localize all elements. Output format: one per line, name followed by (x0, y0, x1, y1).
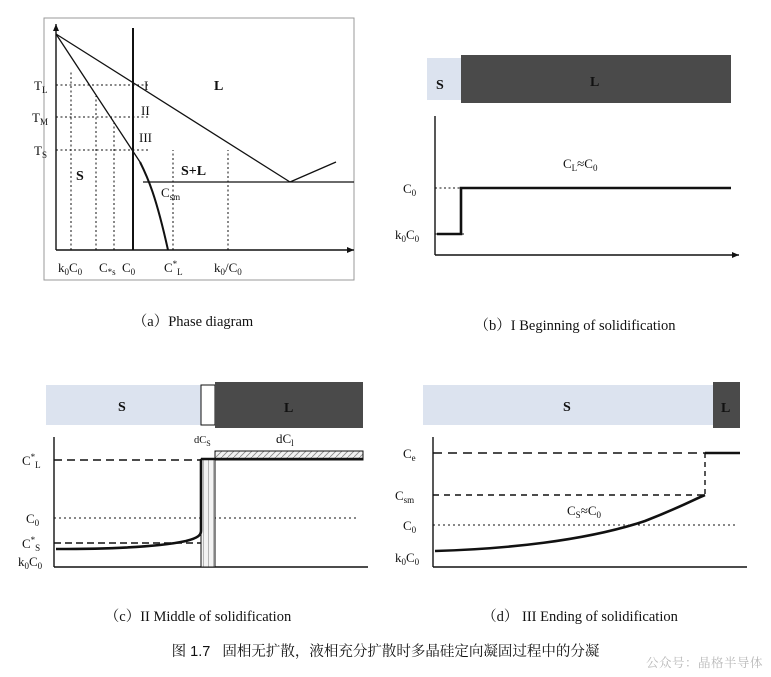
panel-b-curve-label: $C_L\approx C_0$ (563, 156, 598, 173)
figure-number: 图 1.7 (171, 644, 211, 660)
panel-b-concentration-curve (437, 188, 731, 234)
panel-a-frame (44, 18, 354, 280)
panel-c-bar-label-S: S (118, 400, 126, 415)
panel-b-solid-bar (427, 58, 461, 100)
panel-d-ytick-c0: $C_0$ (403, 518, 417, 535)
panel-b-bar-label-S: S (436, 78, 444, 93)
panel-c-caption: （c）II Middle of solidification (104, 609, 292, 625)
xtick-k0c0-ratio: $k_0/C_0$ (214, 260, 242, 277)
panel-c-ytick-k0c0: $k_0C_0$ (18, 554, 43, 571)
region-label-S: S (76, 169, 84, 184)
panel-c-dCs-region (201, 459, 215, 567)
xtick-cs: $C_*s$ (99, 260, 116, 277)
panel-d-ytick-csm: $C_{sm}$ (395, 488, 415, 505)
right-liquidus (290, 162, 336, 182)
panel-d-bar-label-L: L (721, 401, 731, 416)
xtick-k0c0: $k_0C_0$ (58, 260, 83, 277)
panel-c-bar-label-L: L (284, 401, 294, 416)
panel-a-x-arrow (347, 247, 354, 253)
solvus-curve (140, 162, 168, 250)
panel-a-y-arrow (53, 24, 59, 31)
panel-b-svg (395, 10, 755, 300)
solidus-line (56, 34, 140, 162)
label-TL: $T_L$ (34, 78, 48, 95)
panel-d-caption: （d） III Ending of solidification (482, 609, 678, 625)
panel-a-caption: （a）Phase diagram (132, 314, 254, 330)
panel-c-svg (18, 355, 378, 605)
xtick-c0: $C_0$ (122, 260, 136, 277)
panel-c-dCs-label: $dC_S$ (194, 435, 211, 448)
panel-b-ytick-c0: $C_0$ (403, 181, 417, 198)
panel-c-ytick-c0: $C_0$ (26, 511, 40, 528)
label-Csm: $C_{sm}$ (161, 185, 181, 202)
panel-d-ytick-ce: $C_e$ (403, 446, 416, 463)
panel-c-middle (18, 355, 378, 605)
region-label-SL: S+L (181, 164, 207, 179)
panel-c-interface-bar (201, 385, 215, 425)
panel-b-beginning (395, 10, 755, 300)
region-label-III: III (139, 130, 152, 145)
panel-b-x-arrow (732, 252, 739, 258)
panel-a-svg (18, 10, 368, 300)
panel-c-ytick-cs: $C^*_S$ (22, 535, 41, 553)
panel-d-svg (395, 355, 755, 605)
region-label-L: L (214, 79, 224, 94)
panel-d-bar-label-S: S (563, 400, 571, 415)
panel-b-ytick-k0c0: $k_0C_0$ (395, 227, 420, 244)
panel-b-caption: （b）I Beginning of solidification (474, 318, 676, 334)
panel-d-curve-label: $C_S\approx C_0$ (567, 503, 601, 520)
panel-d-ytick-k0c0: $k_0C_0$ (395, 550, 420, 567)
panel-c-solid-curve (56, 531, 201, 549)
xtick-cl: $C^*_L$ (164, 259, 183, 277)
watermark: 公众号：晶格半导体 (645, 656, 763, 670)
panel-d-ending (395, 355, 755, 605)
region-label-I: I (144, 78, 149, 93)
label-TS: $T_S$ (34, 143, 47, 160)
region-label-II: II (141, 103, 150, 118)
panel-c-dCl-label: $dC_l$ (276, 431, 294, 448)
label-TM: $T_M$ (32, 110, 48, 127)
panel-a-phase-diagram (18, 10, 368, 300)
figure-caption-text: 固相无扩散，液相充分扩散时多晶硅定向凝固过程中的分凝 (222, 644, 600, 660)
panel-b-bar-label-L: L (590, 75, 600, 90)
panel-c-ytick-cl: $C^*_L$ (22, 452, 41, 470)
